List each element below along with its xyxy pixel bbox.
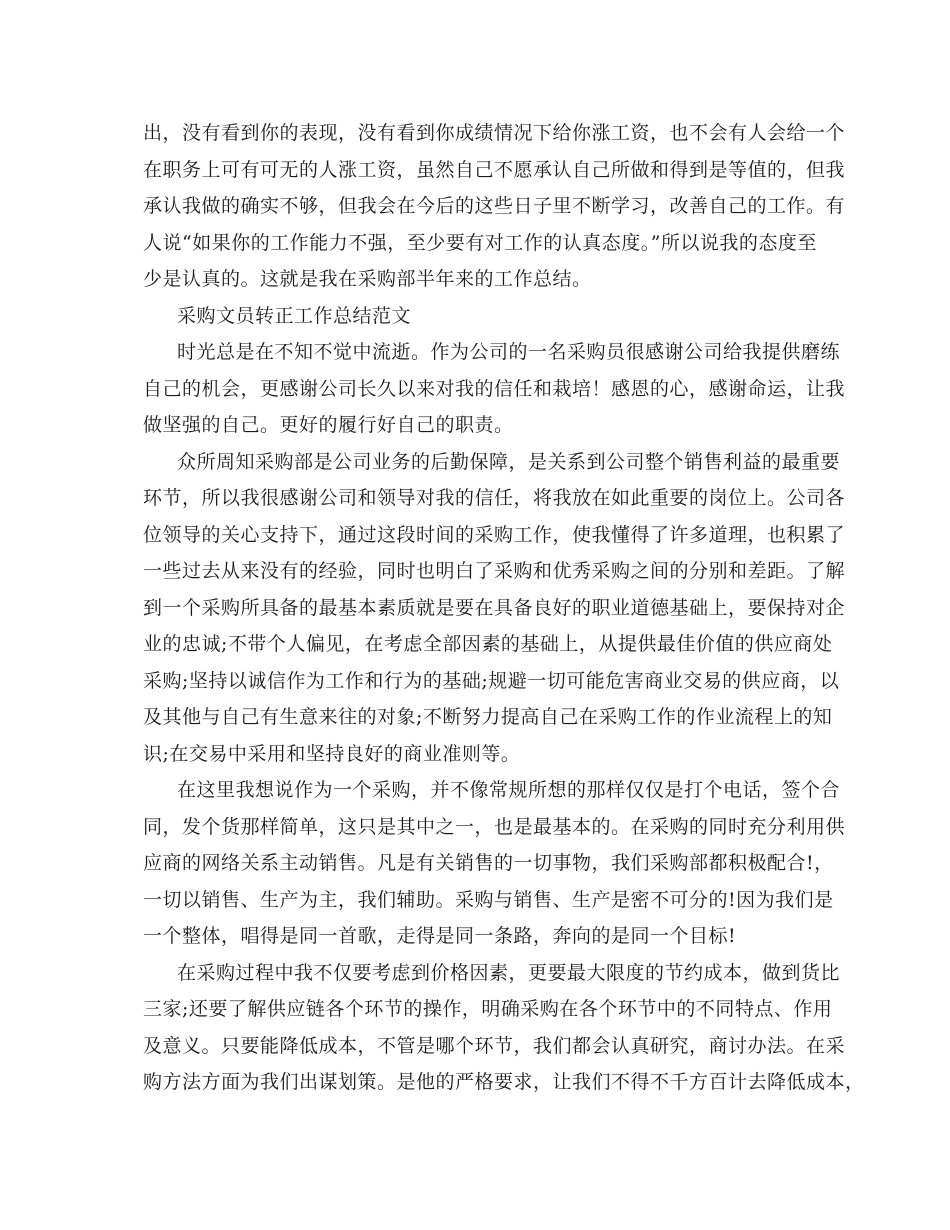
paragraph-line: 应商的网络关系主动销售。凡是有关销售的一切事物，我们采购部都积极配合!， [143, 852, 834, 874]
paragraph-line: 位领导的关心支持下，通过这段时间的采购工作，使我懂得了许多道理，也积累了 [143, 523, 846, 546]
paragraph-line: 购方法方面为我们出谋划策。是他的严格要求，让我们不得不千方百计去降低成本， [143, 1071, 865, 1093]
paragraph-line: 同，发个货那样简单，这只是其中之一，也是最基本的。在采购的同时充分利用供 [143, 815, 846, 838]
paragraph-line: 一些过去从来没有的经验，同时也明白了采购和优秀采购之间的分别和差距。了解 [143, 560, 846, 582]
paragraph-line: 出，没有看到你的表现，没有看到你成绩情况下给你涨工资，也不会有人会给一个 [143, 122, 846, 144]
section-title: 采购文员转正工作总结范文 [177, 304, 412, 327]
paragraph-line: 在采购过程中我不仅要考虑到价格因素，更要最大限度的节约成本，做到货比 [177, 961, 841, 984]
paragraph-line: 三家;还要了解供应链各个环节的操作，明确采购在各个环节中的不同特点、作用 [143, 998, 833, 1020]
paragraph-line: 识;在交易中采用和坚持良好的商业准则等。 [143, 742, 521, 765]
paragraph-line: 众所周知采购部是公司业务的后勤保障，是关系到公司整个销售利益的最重要 [177, 450, 841, 473]
paragraph-line: 业的忠诚;不带个人偏见，在考虑全部因素的基础上，从提供最佳价值的供应商处 [143, 633, 833, 655]
paragraph-line: 时光总是在不知不觉中流逝。作为公司的一名采购员很感谢公司给我提供磨练 [177, 341, 841, 363]
paragraph-line: 少是认真的。这就是我在采购部半年来的工作总结。 [143, 268, 592, 290]
paragraph-line: 在这里我想说作为一个采购，并不像常规所想的那样仅仅是打个电话，签个合 [177, 779, 841, 801]
paragraph-line: 到一个采购所具备的最基本素质就是要在具备良好的职业道德基础上，要保持对企 [143, 596, 846, 619]
paragraph-line: 人说“如果你的工作能力不强，至少要有对工作的认真态度。”所以说我的态度至 [143, 231, 817, 254]
paragraph-line: 自己的机会，更感谢公司长久以来对我的信任和栽培！感恩的心，感谢命运，让我 [143, 377, 846, 400]
paragraph-line: 及意义。只要能降低成本，不管是哪个环节，我们都会认真研究，商讨办法。在采 [143, 1034, 846, 1057]
paragraph-line: 做坚强的自己。更好的履行好自己的职责。 [143, 414, 514, 436]
paragraph-line: 一个整体，唱得是同一首歌，走得是同一条路，奔向的是同一个目标! [143, 925, 737, 947]
paragraph-line: 在职务上可有可无的人涨工资，虽然自己不愿承认自己所做和得到是等值的，但我 [143, 158, 846, 181]
paragraph-line: 及其他与自己有生意来往的对象;不断努力提高自己在采购工作的作业流程上的知 [143, 706, 833, 728]
document-body [143, 115, 865, 1101]
paragraph-line: 承认我做的确实不够，但我会在今后的这些日子里不断学习，改善自己的工作。有 [143, 195, 846, 217]
paragraph-line: 环节，所以我很感谢公司和领导对我的信任，将我放在如此重要的岗位上。公司各 [143, 487, 846, 509]
paragraph-line: 采购;坚持以诚信作为工作和行为的基础;规避一切可能危害商业交易的供应商，以 [143, 669, 840, 692]
paragraph-line: 一切以销售、生产为主，我们辅助。采购与销售、生产是密不可分的!因为我们是 [143, 888, 834, 911]
